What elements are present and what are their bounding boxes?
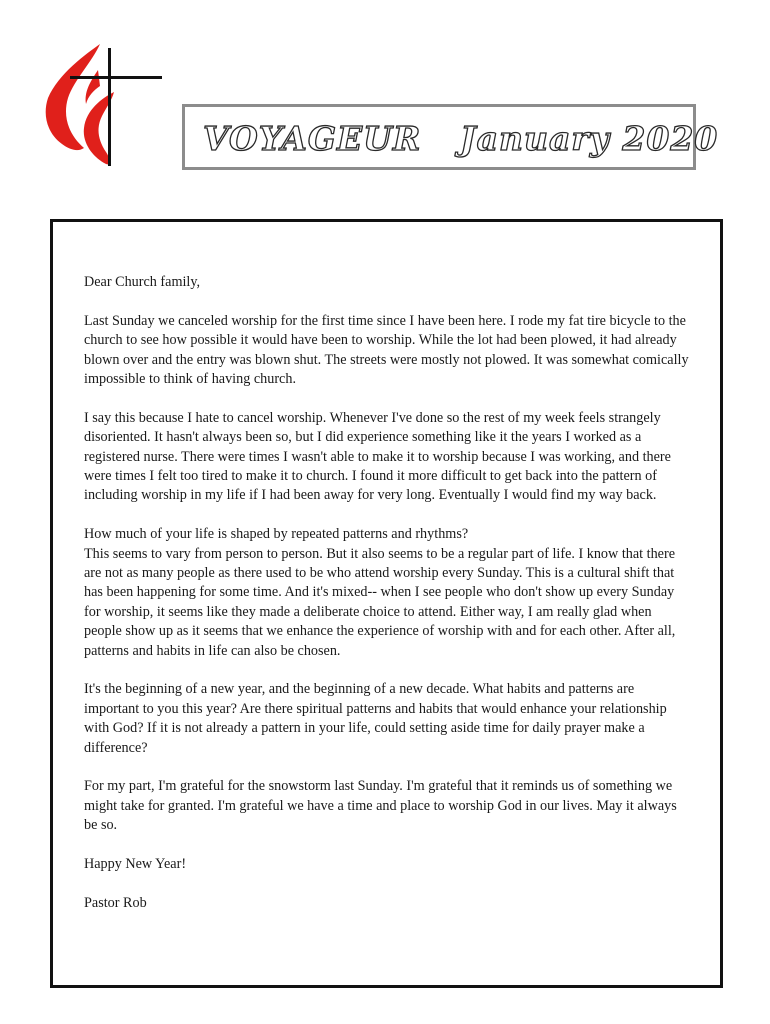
letter-salutation: Dear Church family,	[84, 274, 201, 290]
letter-closing: Happy New Year!	[84, 856, 187, 873]
letter-paragraph: Last Sunday we canceled worship for the first time since I have been here. I rode my fat tire bicycle to the church to see how possible it would have been to worship. While the lot had been plowed, it had already blown over and the entry was blown shut. The streets were mostly not plowed. It was somewhat comically impossible to think of having church.	[84, 312, 689, 388]
letter-paragraph: For my part, I'm grateful for the snowstorm last Sunday. I'm grateful that it reminds us of something we might take for granted. I'm grateful we have a time and place to worship God in our lives. May it always be so.	[84, 778, 677, 834]
cross-and-flame-icon	[40, 40, 164, 172]
pastor-letter	[84, 273, 690, 933]
letter-signature: Pastor Rob	[84, 894, 147, 911]
newsletter-name: VOYAGEUR	[203, 119, 422, 158]
letter-paragraph-body: This seems to vary from person to person. But it also seems to be a regular part of life. I know that there are not as many people as there used to be who attend worship every Sunday. This is a cultural shift that has been happening for some time. And it's mixed-- when I see people who don't show up every Sunday for worship, it seems like they made a deliberate choice to attend. Either way, I am really glad when people show up as it seems that we enhance the experience of worship with and for each other. After all, patterns and habits in life can also be chosen.	[84, 545, 676, 659]
letter-question: How much of your life is shaped by repeated patterns and rhythms?	[84, 526, 469, 543]
letter-paragraph-group	[84, 525, 690, 661]
letter-paragraph: It's the beginning of a new year, and the beginning of a new decade. What habits and patterns are important to you this year? Are there spiritual patterns and habits that would enhance your relationship with God? If it is not already a pattern in your life, could setting aside time for daily prayer make a difference?	[84, 681, 667, 756]
letter-paragraph: I say this because I hate to cancel worship. Whenever I've done so the rest of my week feels strangely disoriented. It hasn't always been so, but I did experience something like it the years I worked as a registered nurse. There were times I wasn't able to make it to worship because I was working, and there were times I felt too tired to make it to church. I found it more difficult to get back into the pattern of including worship in my life if I had been away for very long. Eventually I would find my way back.	[84, 409, 671, 504]
issue-date: January 2020	[460, 119, 719, 158]
newsletter-title-banner	[182, 104, 719, 170]
letter-frame	[50, 219, 723, 988]
